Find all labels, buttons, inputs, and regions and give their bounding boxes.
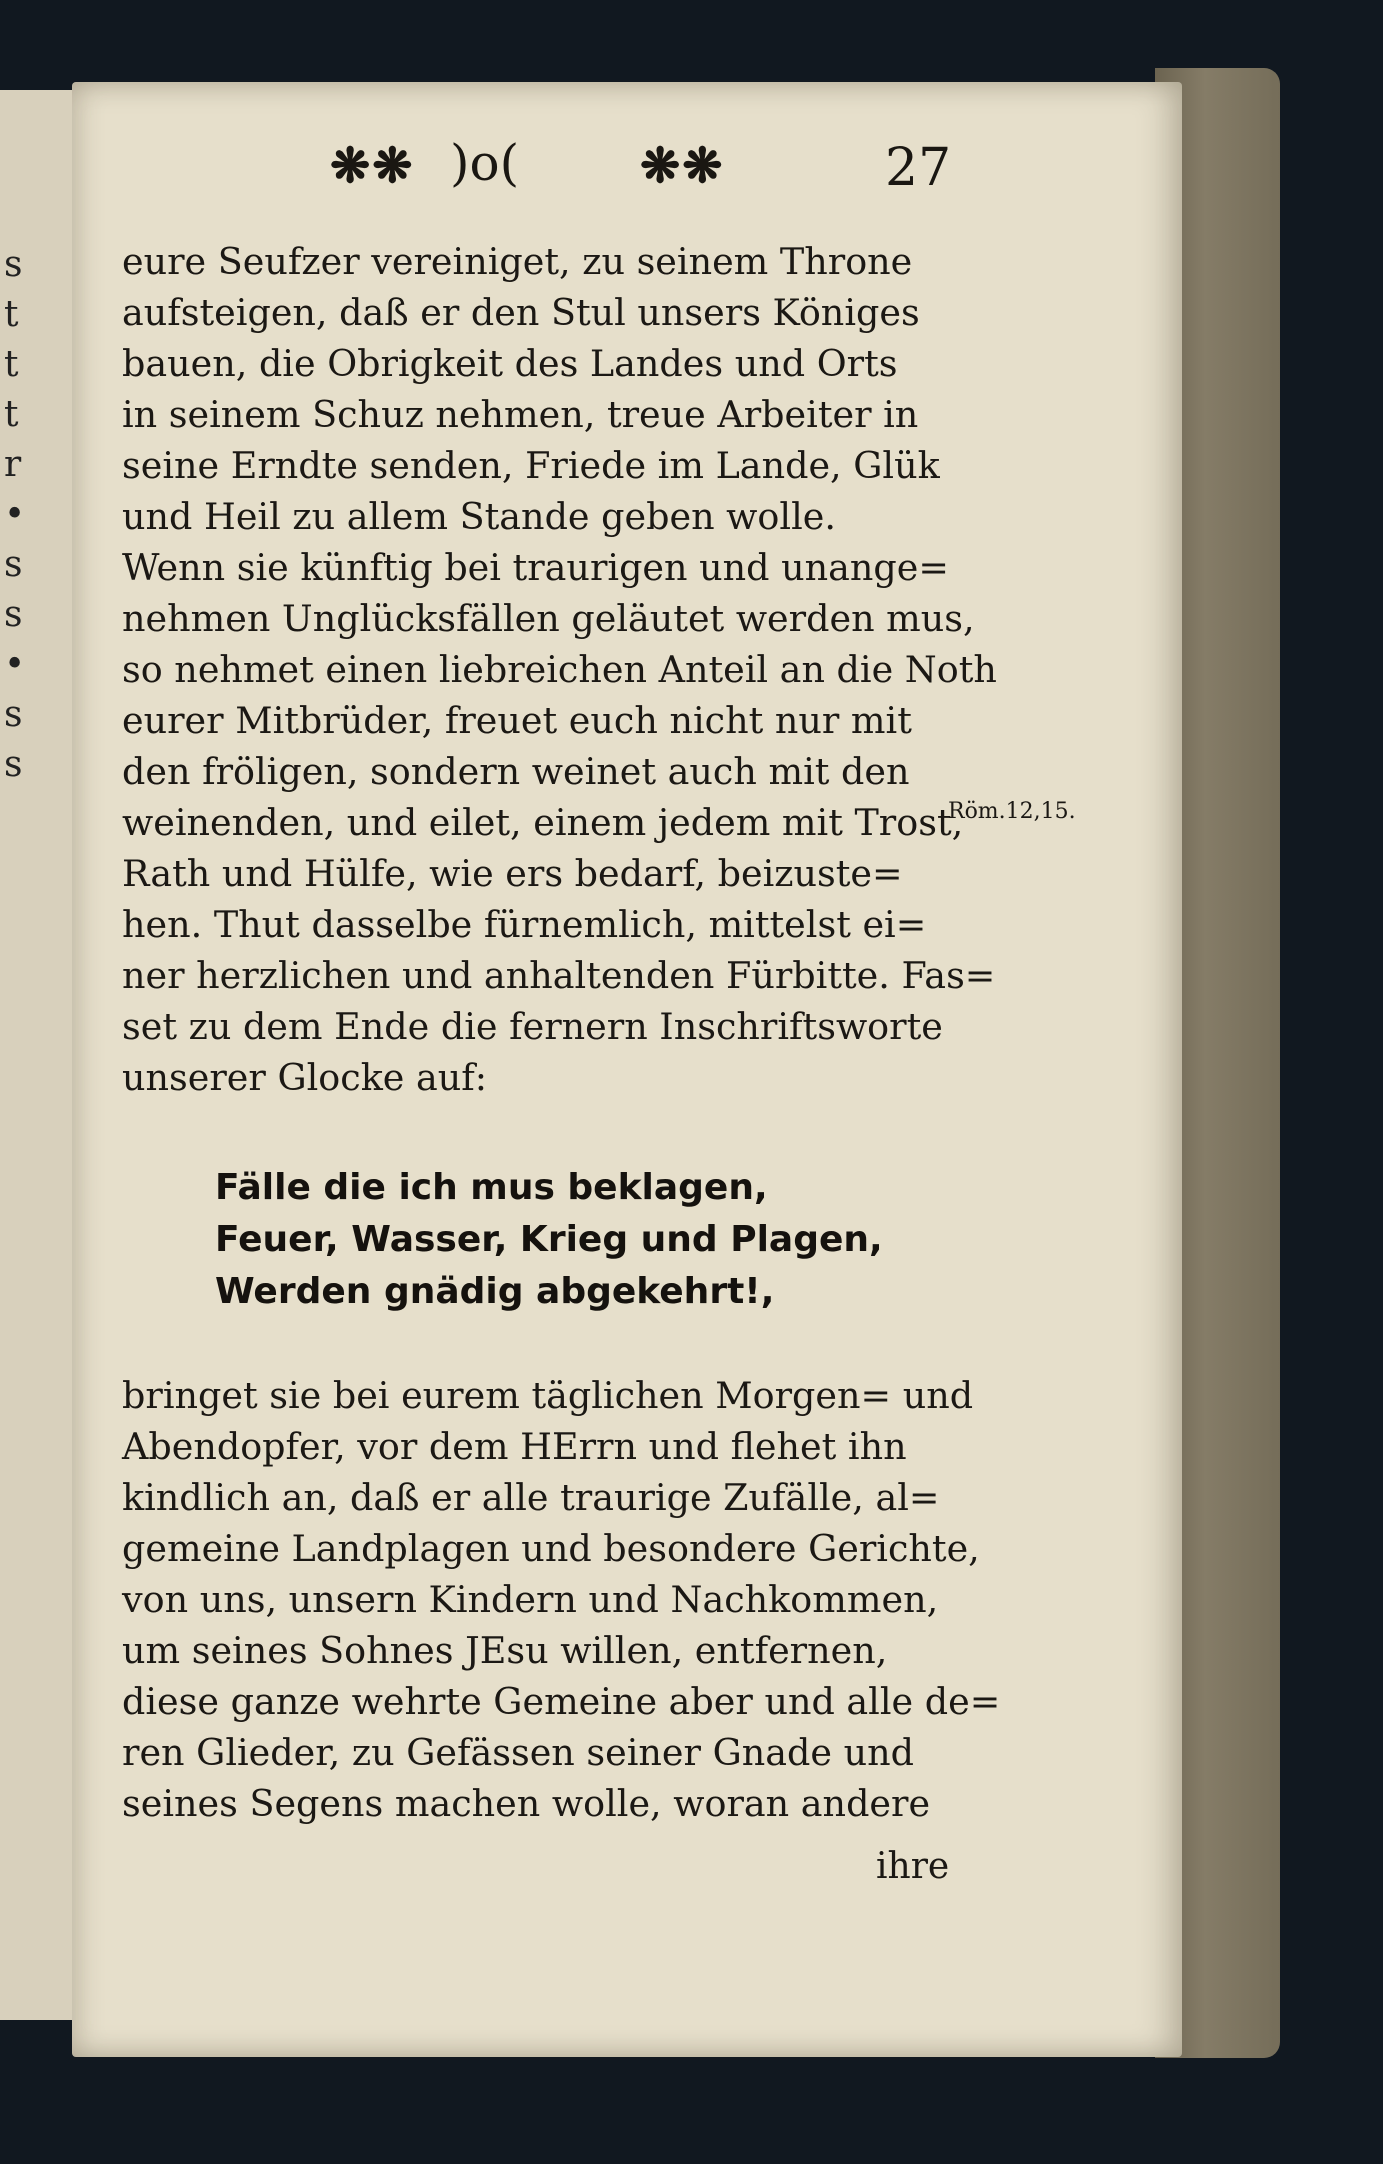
text-line: Wenn sie künftig bei traurigen und unange= [122, 546, 949, 589]
text-line: Abendopfer, vor dem HErrn und flehet ihn [122, 1425, 907, 1468]
left-edge-char: s [4, 744, 23, 785]
left-edge-char: r [4, 444, 22, 485]
text-line: hen. Thut dasselbe fürnemlich, mittelst ei= [122, 903, 927, 946]
text-line: eurer Mitbrüder, freuet euch nicht nur mit [122, 699, 912, 742]
left-page-edge-text [4, 240, 34, 790]
text-line: den fröligen, sondern weinet auch mit den [122, 750, 910, 793]
text-line: Rath und Hülfe, wie ers bedarf, beizuste= [122, 852, 903, 895]
text-line: so nehmet einen liebreichen Anteil an die Noth [122, 648, 997, 691]
left-edge-char: s [4, 244, 23, 285]
inscription-line: Feuer, Wasser, Krieg und Plagen, [215, 1219, 883, 1260]
marginal-note: Röm.12,15. [948, 799, 1076, 824]
text-line: set zu dem Ende die fernern Inschriftsworte [122, 1005, 943, 1048]
left-page-edge [0, 90, 83, 2020]
text-line: ren Glieder, zu Gefässen seiner Gnade und [122, 1731, 914, 1774]
text-line: aufsteigen, daß er den Stul unsers Königes [122, 291, 920, 334]
text-line: eure Seufzer vereiniget, zu seinem Throne [122, 240, 913, 283]
text-line: ner herzlichen und anhaltenden Fürbitte. Fas= [122, 954, 996, 997]
left-edge-char: • [4, 644, 26, 685]
left-edge-char: t [4, 344, 19, 385]
left-edge-char: t [4, 394, 19, 435]
text-line: seines Segens machen wolle, woran andere [122, 1782, 931, 1825]
text-line: und Heil zu allem Stande geben wolle. [122, 495, 836, 538]
text-line: seine Erndte senden, Friede im Lande, Glük [122, 444, 940, 487]
text-line: um seines Sohnes JEsu willen, entfernen, [122, 1629, 888, 1672]
text-line: weinenden, und eilet, einem jedem mit Trost, [122, 801, 964, 844]
text-line: unserer Glocke auf: [122, 1056, 488, 1099]
ornament-right-icon: ❋❋ [640, 138, 725, 194]
left-edge-char: • [4, 494, 26, 535]
text-line: bringet sie bei eurem täglichen Morgen= und [122, 1374, 974, 1417]
left-edge-char: t [4, 294, 19, 335]
body-text-bottom [122, 1370, 1001, 1829]
text-line: diese ganze wehrte Gemeine aber und alle de= [122, 1680, 1001, 1723]
bell-inscription [215, 1162, 915, 1318]
text-line: von uns, unsern Kindern und Nachkommen, [122, 1578, 939, 1621]
body-text-top [122, 236, 997, 1103]
inscription-line: Fälle die ich mus beklagen, [215, 1167, 768, 1208]
left-edge-char: s [4, 544, 23, 585]
page-header [330, 134, 952, 198]
catchword: ihre [876, 1846, 950, 1887]
ornament-left-icon: ❋❋ [330, 138, 415, 194]
left-edge-char: s [4, 694, 23, 735]
left-edge-char: s [4, 594, 23, 635]
page-number: 27 [885, 138, 952, 198]
ornament-center: )o( [450, 134, 520, 192]
text-line: gemeine Landplagen und besondere Gerichte, [122, 1527, 980, 1570]
text-line: kindlich an, daß er alle traurige Zufälle, al= [122, 1476, 940, 1519]
text-line: in seinem Schuz nehmen, treue Arbeiter in [122, 393, 919, 436]
text-line: nehmen Unglücksfällen geläutet werden mus, [122, 597, 975, 640]
inscription-line: Werden gnädig abgekehrt!, [215, 1271, 775, 1312]
text-line: bauen, die Obrigkeit des Landes und Orts [122, 342, 898, 385]
